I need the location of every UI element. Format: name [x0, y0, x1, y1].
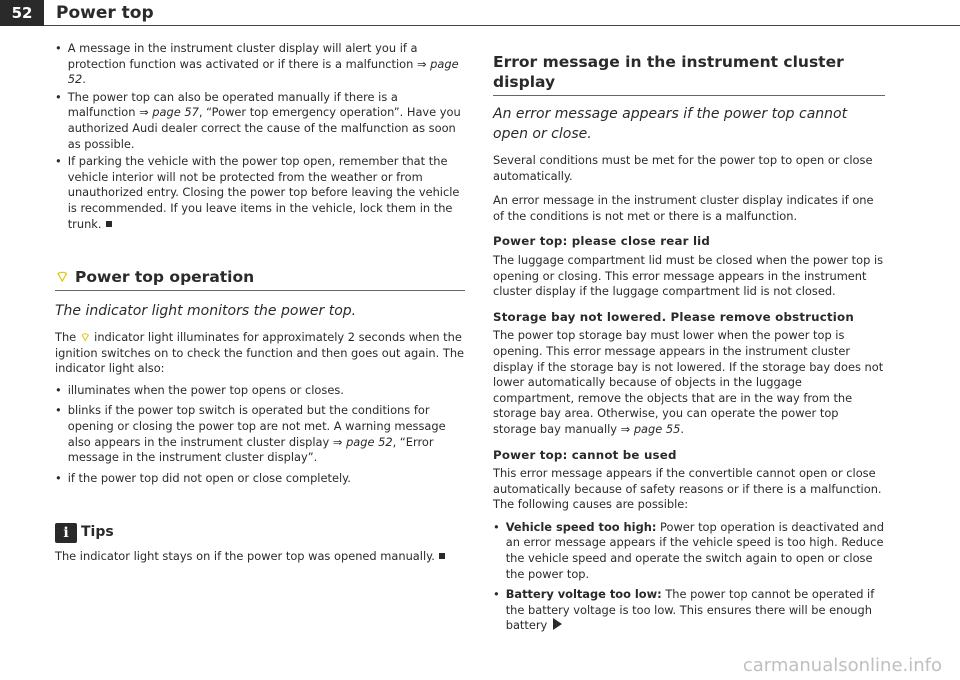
watermark: carmanualsonline.info: [742, 655, 942, 676]
info-icon: i: [55, 523, 77, 543]
section-error-message: [493, 52, 885, 634]
section-subtitle: The indicator light monitors the power top.: [55, 303, 357, 319]
page-link[interactable]: ⇒ page 55: [620, 421, 681, 436]
list-item: • if the power top did not open or close completely.: [55, 470, 351, 485]
page-link[interactable]: ⇒ page 52: [332, 434, 393, 449]
paragraph: An error message in the instrument cluster display indicates if one of the conditions is not met or there is a malfunction.: [493, 193, 874, 223]
section-rule: [55, 290, 465, 291]
header-rule: [44, 25, 960, 26]
list-item: • The power top can also be operated manually if there is a malfunction ⇒ page 57, “Power top emergency operation”. Have you authorized Audi dealer correct the cause of the malfunction as soon as possible.: [55, 89, 461, 151]
bullet-icon: •: [55, 470, 62, 485]
list-item: • illuminates when the power top opens or closes.: [55, 382, 344, 397]
page-number: 52: [0, 0, 44, 26]
bullet-icon: •: [55, 382, 62, 397]
section-power-top-operation: [55, 267, 465, 486]
end-of-section-icon: [439, 553, 445, 559]
intro-bullet-list: [55, 41, 467, 232]
section-heading: Error message in the instrument cluster display: [493, 53, 844, 91]
power-top-indicator-icon: ⌔: [55, 268, 70, 286]
end-of-section-icon: [106, 221, 112, 227]
power-top-indicator-icon: ⌔: [79, 330, 91, 344]
bullet-icon: •: [493, 587, 500, 602]
bullet-icon: •: [55, 154, 62, 169]
section-paragraph: The ⌔ indicator light illuminates for approximately 2 seconds when the ignition switches on to check the function and then goes out again. The indicator light also:: [55, 330, 465, 376]
list-item: • A message in the instrument cluster display will alert you if a protection function was activated or if there is a malfunction ⇒ page 52.: [55, 41, 459, 87]
list-item: • blinks if the power top switch is operated but the conditions for opening or closing the power top are not met. A warning message also appears in the instrument cluster display ⇒ page 52, “Error message in the instrument cluster display”.: [55, 403, 446, 465]
paragraph: This error message appears if the convertible cannot open or close automatically because of safety reasons or if there is a malfunction. The following causes are possible:: [493, 466, 882, 512]
section-heading: ⌔ Power top operation: [55, 268, 255, 286]
bullet-icon: •: [55, 89, 62, 104]
list-item: • Vehicle speed too high: Power top operation is deactivated and an error message appears if the vehicle speed is too high. Reduce the vehicle speed and operate the switch again to open or close the power top.: [493, 519, 884, 581]
page-link[interactable]: ⇒ page 57: [139, 105, 199, 120]
list-item: • Battery voltage too low: The power top cannot be operated if the battery voltage is too low. This ensures there will be enough battery: [493, 587, 875, 633]
paragraph: Several conditions must be met for the power top to open or close automatically.: [493, 153, 873, 183]
list-item: • If parking the vehicle with the power top open, remember that the vehicle interior will not be protected from the weather or from unauthorized entry. Closing the power top before leaving the vehicle is recommended. If you leave items in the vehicle, lock them in the trunk.: [55, 154, 460, 231]
tips-text: The indicator light stays on if the power top was opened manually.: [55, 549, 467, 565]
bullet-icon: •: [55, 403, 62, 418]
page-link[interactable]: ⇒ page 52: [67, 56, 459, 87]
continue-arrow-icon: [553, 618, 562, 630]
subheading-rear-lid: Power top: please close rear lid: [493, 234, 711, 249]
bullet-icon: •: [55, 41, 62, 55]
indicator-bullet-list: [55, 383, 465, 487]
section-rule: [493, 95, 885, 96]
subheading-cannot-be-used: Power top: cannot be used: [493, 447, 677, 462]
section-subtitle: An error message appears if the power top cannot open or close.: [493, 106, 848, 142]
tips-box: [55, 523, 467, 565]
tips-heading: i Tips: [55, 523, 467, 543]
page-header-title: Power top: [56, 3, 154, 23]
paragraph: The luggage compartment lid must be closed when the power top is opening or closing. This error message appears in the instrument cluster display if the luggage compartment lid is not closed.: [493, 252, 884, 299]
bullet-icon: •: [493, 519, 500, 534]
paragraph: The power top storage bay must lower when the power top is opening. This error message appears in the instrument cluster display if the storage bay is not lowered. If the storage bay does not lower automatically because of objects in the luggage compartment, remove the objects that are in the way from the storage bay area. Otherwise, you can operate the power top storage bay manually ⇒ page 55.: [493, 328, 884, 436]
subheading-storage-bay: Storage bay not lowered. Please remove obstruction: [493, 309, 854, 324]
